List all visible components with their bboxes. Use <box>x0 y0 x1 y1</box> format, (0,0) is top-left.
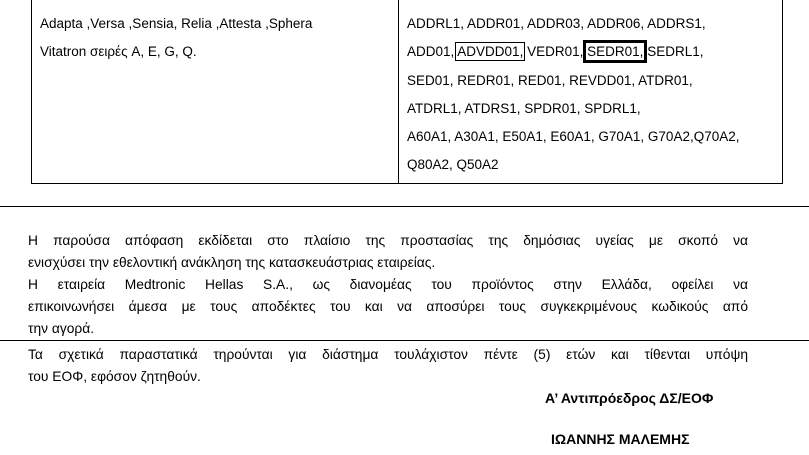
paragraph-line: Τα σχετικά παραστατικά τηρούνται για διάστημα τουλάχιστον πέντε (5) ετών και τίθενται υπόψη <box>28 347 748 362</box>
codes-line: Q80A2, Q50A2 <box>407 157 499 173</box>
code-advdd01-highlighted: ADVDD01, <box>457 44 524 60</box>
codes-line: A60A1, A30A1, E50A1, E60A1, G70A1, G70A2,Q70A2, <box>407 129 740 145</box>
model-codes-cell <box>407 10 782 180</box>
code-vedr01: VEDR01, <box>527 44 584 60</box>
code-add01: ADD01, <box>407 44 455 60</box>
table-column-divider <box>398 0 399 183</box>
paragraph-line: Η εταιρεία Medtronic Hellas S.A., ως διανομέας του προϊόντος στην Ελλάδα, οφείλει να <box>28 277 748 292</box>
codes-line <box>407 38 782 66</box>
paragraph-records-retention <box>28 344 748 388</box>
signatory-name: ΙΩΑΝΝΗΣ ΜΑΛΕΜΗΣ <box>551 431 690 447</box>
code-sedr01-highlighted: SEDR01, <box>587 44 644 60</box>
product-names-cell <box>40 10 390 66</box>
product-codes-table <box>31 0 783 184</box>
codes-line: ADDRL1, ADDR01, ADDR03, ADDR06, ADDRS1, <box>407 16 706 31</box>
product-series-line: Vitatron σειρές A, E, G, Q. <box>40 44 197 59</box>
signatory-title: Α’ Αντιπρόεδρος ΔΣ/ΕΟΦ <box>545 390 714 406</box>
paragraph-line: του ΕΟΦ, εφόσον ζητηθούν. <box>28 369 201 384</box>
product-names-line: Adapta ,Versa ,Sensia, Relia ,Attesta ,Sphera <box>40 16 313 31</box>
codes-line: SED01, REDR01, RED01, REVDD01, ATDR01, <box>407 72 693 88</box>
paragraph-line: επικοινωνήσει άμεσα με τους αποδέκτες του και να αποσύρει τους συγκεκριμένους κωδικούς από <box>28 299 748 314</box>
code-sedrl1: SEDRL1, <box>647 44 704 60</box>
paragraph-distributor-obligation <box>28 274 748 340</box>
paragraph-public-health <box>28 230 748 274</box>
horizontal-rule <box>0 206 809 207</box>
paragraph-line: ενισχύσει την εθελοντική ανάκληση της κατασκευάστριας εταιρείας. <box>28 255 436 270</box>
paragraph-line: Η παρούσα απόφαση εκδίδεται στο πλαίσιο της προστασίας της δημόσιας υγείας με σκοπό να <box>28 233 748 248</box>
horizontal-rule <box>0 340 809 341</box>
codes-line: ATDRL1, ATDRS1, SPDR01, SPDRL1, <box>407 100 641 116</box>
paragraph-line: την αγορά. <box>28 321 95 336</box>
